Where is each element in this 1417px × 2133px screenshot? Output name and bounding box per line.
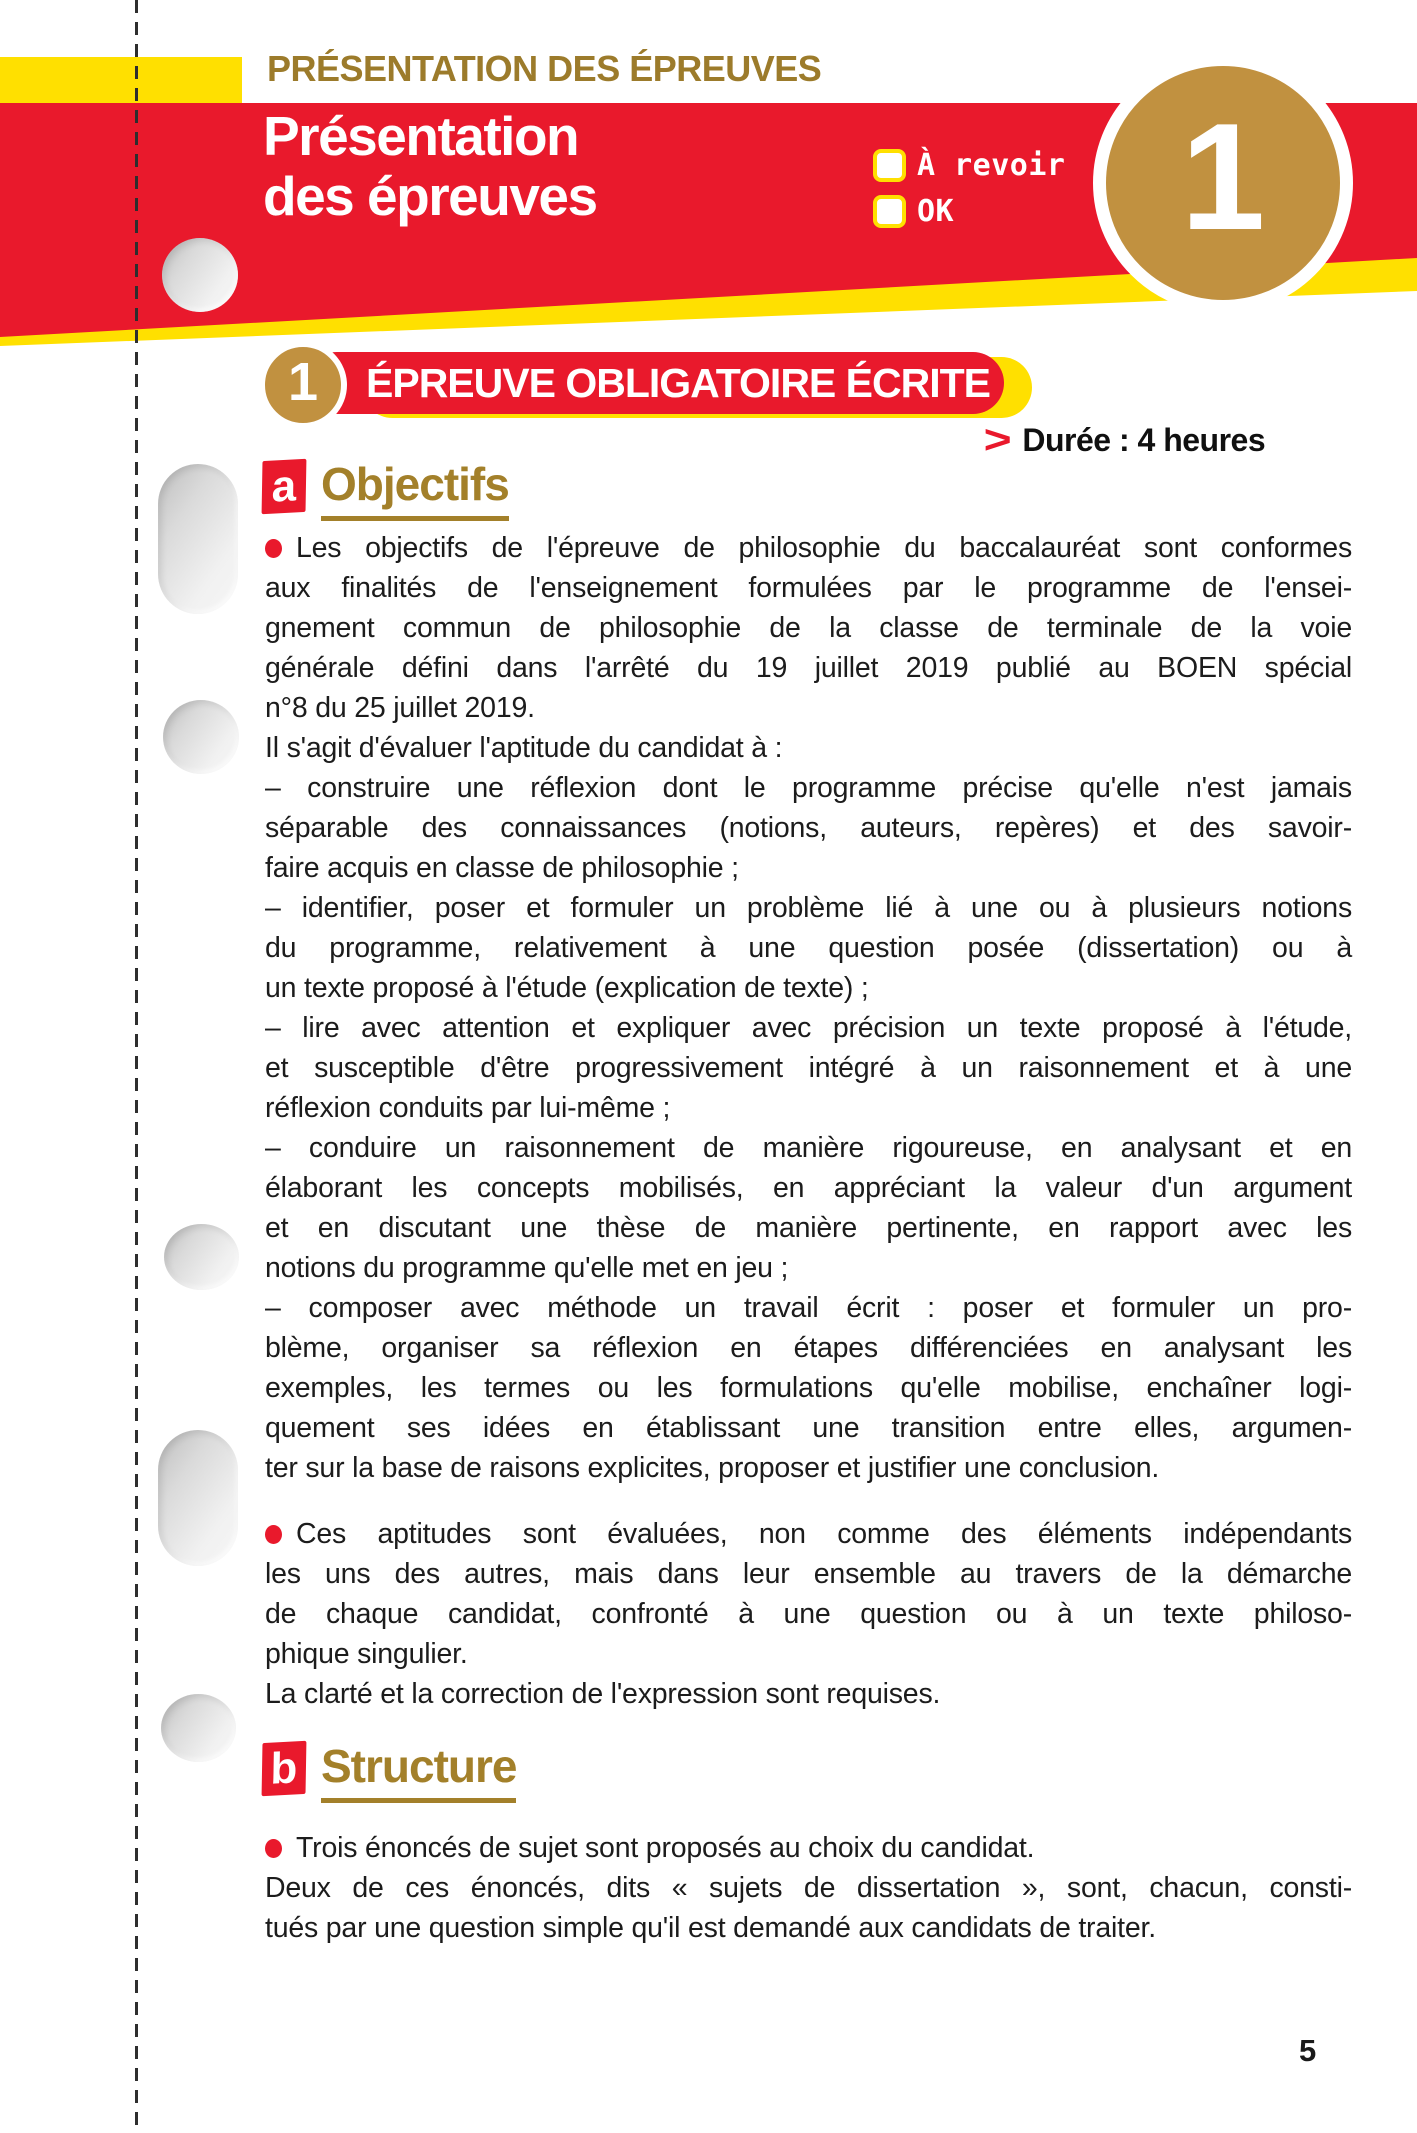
paragraph [265,1128,1352,1288]
text-line: élaborant les concepts mobilisés, en appréciant la valeur d'un argument [265,1172,1352,1204]
binding-perforation-line [135,0,138,2133]
bullet-dot-icon [265,539,282,558]
text-line: – identifier, poser et formuler un problème lié à une ou à plusieurs notions [265,892,1352,924]
bullet-dot-icon [265,1839,282,1858]
chapter-title [263,106,597,226]
ok-check-row [873,194,954,229]
text-line: aux finalités de l'enseignement formulées par le programme de l'ensei- [265,572,1352,604]
chapter-kicker: PRÉSENTATION DES ÉPREUVES [267,48,822,89]
page-number: 5 [1299,2033,1317,2068]
binding-hole [161,1694,236,1762]
text-line: Ces aptitudes sont évaluées, non comme des éléments indépendants [265,1514,1352,1554]
checkbox-ok-label: OK [917,194,955,229]
subsection-title-objectifs: Objectifs [321,460,509,521]
paragraph [265,768,1352,888]
paragraph [265,1514,1352,1674]
text-line: Deux de ces énoncés, dits « sujets de dissertation », sont, chacun, consti- [265,1872,1352,1904]
text-line: séparable des connaissances (notions, auteurs, repères) et des savoir- [265,812,1352,844]
bullet-dot-icon [265,1525,282,1544]
chapter-title-line1: Présentation [263,105,579,167]
chapter-title-line2: des épreuves [263,165,597,227]
text-line: – construire une réflexion dont le programme précise qu'elle n'est jamais [265,772,1352,804]
paragraph [265,1674,1352,1714]
text-line: un texte proposé à l'étude (explication de texte) ; [265,972,869,1004]
text-line: Il s'agit d'évaluer l'aptitude du candidat à : [265,732,783,764]
subsection-objectifs-heading [262,460,509,521]
section-number-badge [259,341,347,429]
text-line: La clarté et la correction de l'expression sont requises. [265,1678,941,1710]
text-line: et en discutant une thèse de manière pertinente, en rapport avec les [265,1212,1352,1244]
paragraph [265,1008,1352,1128]
text-line: n°8 du 25 juillet 2019. [265,692,535,724]
section-title: ÉPREUVE OBLIGATOIRE ÉCRITE [366,359,991,406]
yellow-accent-bar [0,57,242,103]
section-number: 1 [287,352,319,412]
checkbox-ok[interactable] [873,195,906,228]
text-line: quement ses idées en établissant une transition entre elles, argumen- [265,1412,1352,1444]
text-line: Les objectifs de l'épreuve de philosophie du baccalauréat sont conformes [265,528,1352,568]
chapter-number: 1 [1180,91,1266,262]
text-line: faire acquis en classe de philosophie ; [265,852,739,884]
text-line: – lire avec attention et expliquer avec précision un texte proposé à l'étude, [265,1012,1352,1044]
checkbox-a-revoir-label: À revoir [917,148,1066,183]
duration-line [983,418,1266,462]
paragraph [265,888,1352,1008]
subsection-badge-b: b [262,1741,307,1796]
text-line: générale défini dans l'arrêté du 19 juillet 2019 publié au BOEN spécial [265,652,1352,684]
binding-hole [158,1430,238,1566]
text-line: notions du programme qu'elle met en jeu ; [265,1252,789,1284]
subsection-title-structure: Structure [321,1742,516,1803]
text-line: – conduire un raisonnement de manière rigoureuse, en analysant et en [265,1132,1352,1164]
paragraph [265,728,1352,768]
objectifs-body-text [265,528,1352,1714]
text-line: exemples, les termes ou les formulations qu'elle mobilise, enchaîner logi- [265,1372,1352,1404]
text-line: – composer avec méthode un travail écrit : poser et formuler un pro- [265,1292,1352,1324]
chapter-number-badge [1093,53,1353,313]
text-line: ter sur la base de raisons explicites, proposer et justifier une conclusion. [265,1452,1160,1484]
text-line: tués par une question simple qu'il est demandé aux candidats de traiter. [265,1912,1156,1944]
paragraph [265,528,1352,728]
chevron-right-icon: > [983,418,1012,462]
review-check-row [873,148,1066,183]
structure-body-text [265,1828,1352,1948]
text-line: de chaque candidat, confronté à une question ou à un texte philoso- [265,1598,1352,1630]
section-bar [306,352,1004,414]
text-line: blème, organiser sa réflexion en étapes différenciées en analysant les [265,1332,1352,1364]
duration-text: Durée : 4 heures [1022,421,1266,458]
paragraph [265,1868,1352,1948]
checkbox-a-revoir[interactable] [873,149,906,182]
text-line: phique singulier. [265,1638,468,1670]
subsection-structure-heading [262,1742,516,1803]
text-line: les uns des autres, mais dans leur ensemble au travers de la démarche [265,1558,1352,1590]
binding-hole [164,1224,239,1290]
binding-hole [163,700,239,774]
text-line: réflexion conduits par lui-même ; [265,1092,671,1124]
text-line: du programme, relativement à une question posée (dissertation) ou à [265,932,1352,964]
subsection-badge-a: a [262,459,307,514]
binding-hole [162,238,238,312]
binding-hole [158,464,238,614]
text-line: Trois énoncés de sujet sont proposés au choix du candidat. [265,1828,1352,1868]
text-line: et susceptible d'être progressivement intégré à un raisonnement et à une [265,1052,1352,1084]
text-line: gnement commun de philosophie de la classe de terminale de la voie [265,612,1352,644]
paragraph [265,1828,1352,1868]
paragraph [265,1288,1352,1488]
